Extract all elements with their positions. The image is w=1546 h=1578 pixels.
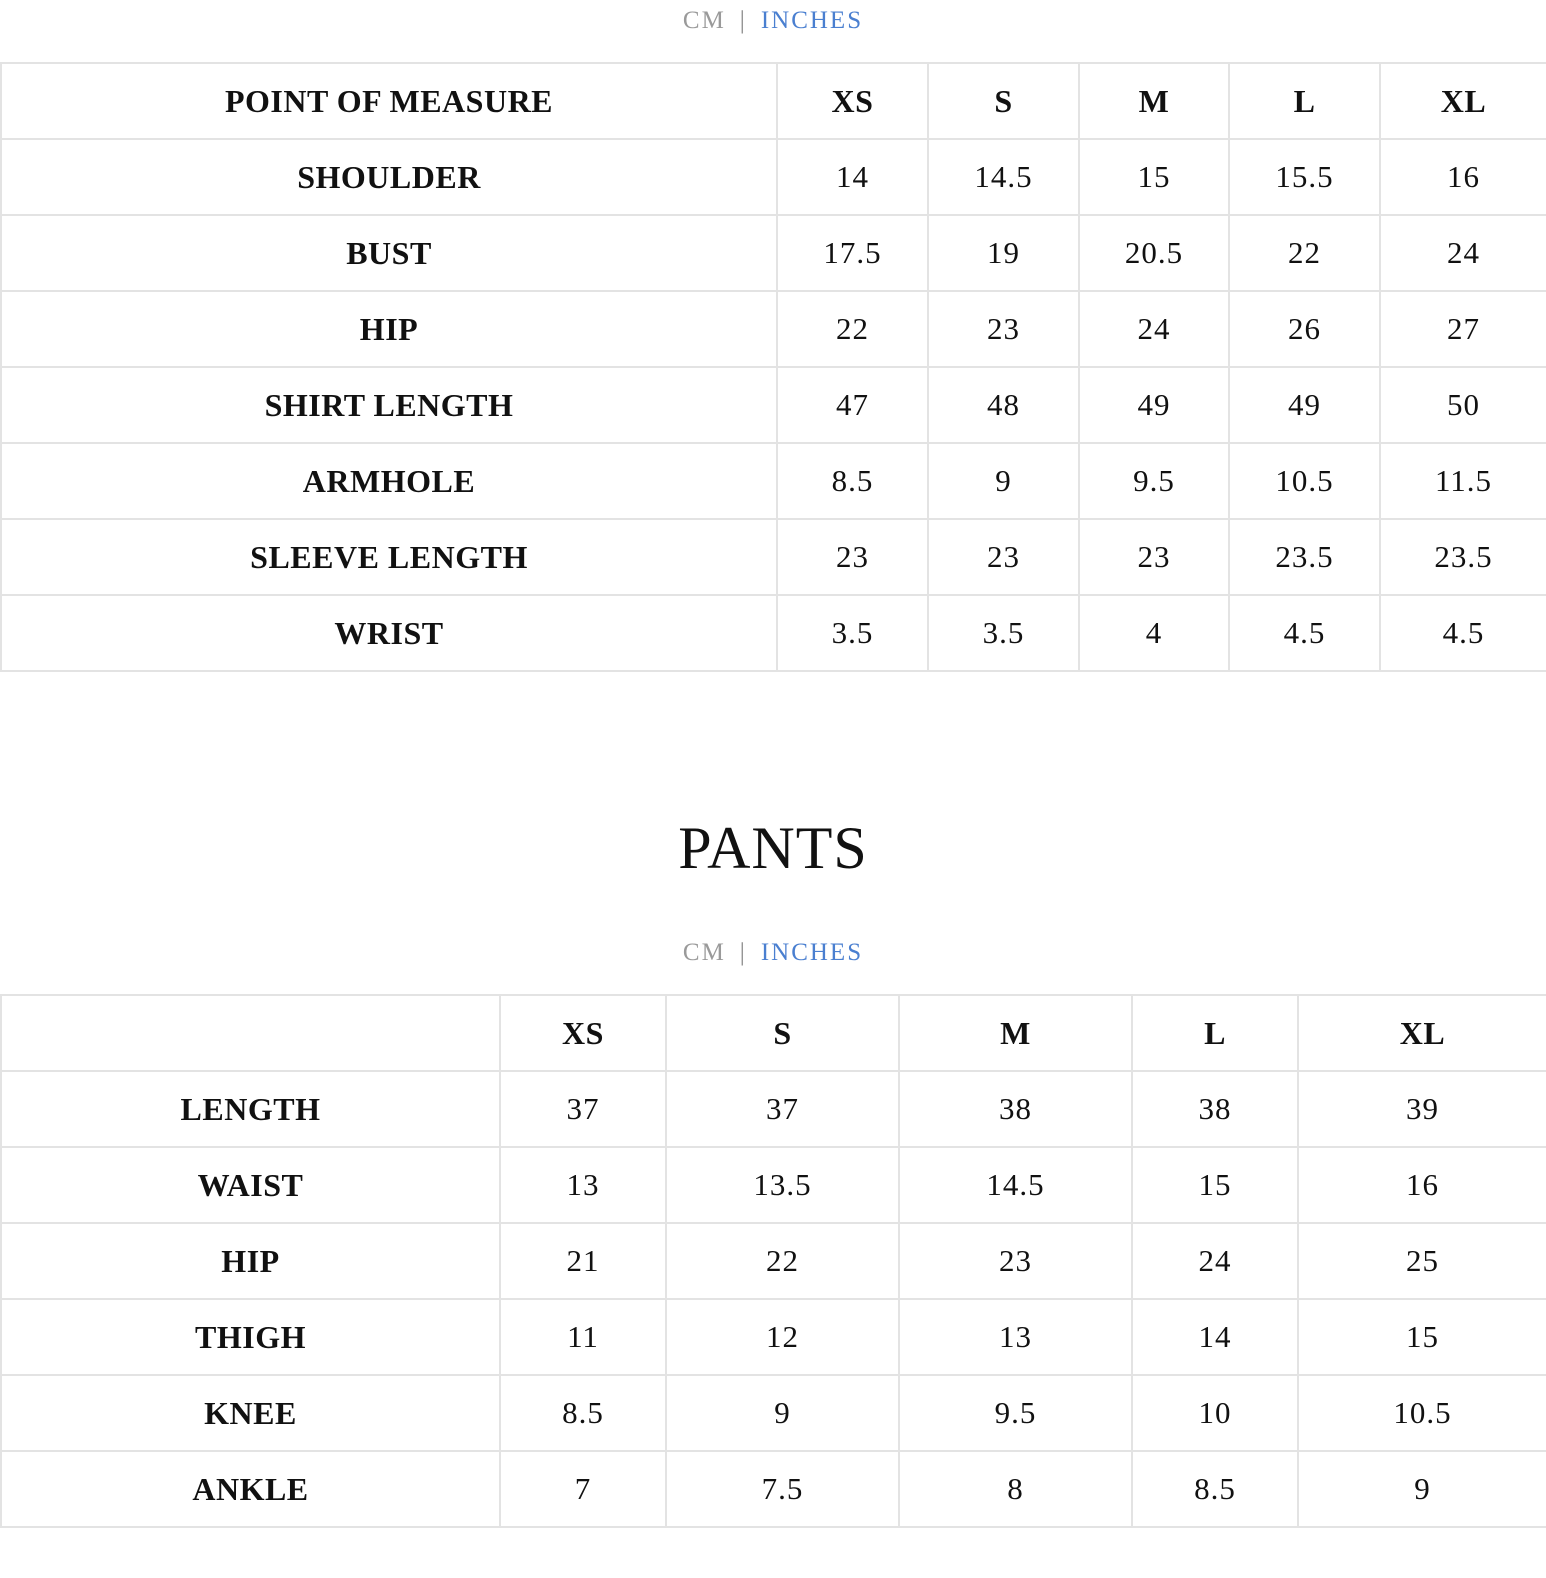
cell-size-xl: 10.5 (1298, 1375, 1546, 1451)
cell-size-xs: 21 (500, 1223, 666, 1299)
cell-size-xl: 39 (1298, 1071, 1546, 1147)
unit-toggle-tops (0, 6, 1546, 36)
cell-size-m: 9.5 (899, 1375, 1132, 1451)
cell-size-l: 15 (1132, 1147, 1298, 1223)
cell-size-xl: 25 (1298, 1223, 1546, 1299)
cell-size-s: 12 (666, 1299, 899, 1375)
cell-size-s: 14.5 (928, 139, 1079, 215)
unit-inches-link[interactable]: INCHES (760, 7, 864, 34)
row-label: ARMHOLE (1, 443, 777, 519)
cell-size-xl: 15 (1298, 1299, 1546, 1375)
cell-size-l: 26 (1229, 291, 1380, 367)
header-point-of-measure: POINT OF MEASURE (1, 63, 777, 139)
cell-size-xs: 14 (777, 139, 928, 215)
row-label: SHIRT LENGTH (1, 367, 777, 443)
header-size-s: S (666, 995, 899, 1071)
cell-size-s: 3.5 (928, 595, 1079, 671)
row-label: WRIST (1, 595, 777, 671)
pants-table-header (1, 995, 1546, 1071)
row-label: HIP (1, 291, 777, 367)
header-size-s: S (928, 63, 1079, 139)
cell-size-xs: 7 (500, 1451, 666, 1527)
header-size-xs: XS (500, 995, 666, 1071)
cell-size-s: 19 (928, 215, 1079, 291)
cell-size-xl: 16 (1380, 139, 1546, 215)
table-row (1, 1299, 1546, 1375)
unit-inches-link[interactable]: INCHES (760, 939, 864, 966)
cell-size-xs: 17.5 (777, 215, 928, 291)
cell-size-m: 14.5 (899, 1147, 1132, 1223)
unit-cm-link[interactable]: CM (682, 939, 726, 966)
table-row (1, 1147, 1546, 1223)
cell-size-m: 49 (1079, 367, 1229, 443)
row-label: SHOULDER (1, 139, 777, 215)
cell-size-s: 22 (666, 1223, 899, 1299)
cell-size-l: 38 (1132, 1071, 1298, 1147)
cell-size-xl: 9 (1298, 1451, 1546, 1527)
cell-size-m: 4 (1079, 595, 1229, 671)
cell-size-xl: 27 (1380, 291, 1546, 367)
pants-size-table (0, 994, 1546, 1528)
cell-size-m: 20.5 (1079, 215, 1229, 291)
table-row (1, 215, 1546, 291)
cell-size-xl: 50 (1380, 367, 1546, 443)
cell-size-l: 10.5 (1229, 443, 1380, 519)
row-label: BUST (1, 215, 777, 291)
table-row (1, 1451, 1546, 1527)
tops-table-body (1, 139, 1546, 671)
table-row (1, 1223, 1546, 1299)
cell-size-l: 14 (1132, 1299, 1298, 1375)
row-label: LENGTH (1, 1071, 500, 1147)
table-row (1, 1375, 1546, 1451)
cell-size-xl: 16 (1298, 1147, 1546, 1223)
row-label: WAIST (1, 1147, 500, 1223)
cell-size-m: 9.5 (1079, 443, 1229, 519)
pants-section-title: PANTS (678, 815, 868, 881)
header-size-xl: XL (1380, 63, 1546, 139)
header-row (1, 995, 1546, 1071)
cell-size-m: 13 (899, 1299, 1132, 1375)
cell-size-xs: 8.5 (500, 1375, 666, 1451)
table-row (1, 443, 1546, 519)
table-row (1, 519, 1546, 595)
table-row (1, 1071, 1546, 1147)
row-label: SLEEVE LENGTH (1, 519, 777, 595)
header-row (1, 63, 1546, 139)
cell-size-l: 15.5 (1229, 139, 1380, 215)
cell-size-xs: 22 (777, 291, 928, 367)
pants-table-body (1, 1071, 1546, 1527)
cell-size-xs: 37 (500, 1071, 666, 1147)
cell-size-l: 23.5 (1229, 519, 1380, 595)
unit-separator: | (739, 7, 747, 34)
header-size-xs: XS (777, 63, 928, 139)
cell-size-s: 37 (666, 1071, 899, 1147)
cell-size-m: 8 (899, 1451, 1132, 1527)
cell-size-m: 23 (899, 1223, 1132, 1299)
cell-size-s: 7.5 (666, 1451, 899, 1527)
cell-size-m: 38 (899, 1071, 1132, 1147)
row-label: KNEE (1, 1375, 500, 1451)
cell-size-l: 10 (1132, 1375, 1298, 1451)
cell-size-xs: 11 (500, 1299, 666, 1375)
cell-size-s: 9 (666, 1375, 899, 1451)
cell-size-xs: 23 (777, 519, 928, 595)
cell-size-s: 23 (928, 519, 1079, 595)
table-row (1, 139, 1546, 215)
cell-size-m: 24 (1079, 291, 1229, 367)
cell-size-m: 15 (1079, 139, 1229, 215)
row-label: THIGH (1, 1299, 500, 1375)
cell-size-xs: 3.5 (777, 595, 928, 671)
header-size-m: M (1079, 63, 1229, 139)
header-size-m: M (899, 995, 1132, 1071)
cell-size-l: 49 (1229, 367, 1380, 443)
table-row (1, 595, 1546, 671)
unit-toggle-pants (0, 938, 1546, 968)
cell-size-s: 13.5 (666, 1147, 899, 1223)
cell-size-xl: 4.5 (1380, 595, 1546, 671)
cell-size-xl: 23.5 (1380, 519, 1546, 595)
cell-size-m: 23 (1079, 519, 1229, 595)
cell-size-xl: 24 (1380, 215, 1546, 291)
unit-separator: | (739, 939, 747, 966)
cell-size-s: 48 (928, 367, 1079, 443)
cell-size-l: 4.5 (1229, 595, 1380, 671)
row-label: HIP (1, 1223, 500, 1299)
table-row (1, 367, 1546, 443)
cell-size-xs: 47 (777, 367, 928, 443)
cell-size-xs: 13 (500, 1147, 666, 1223)
cell-size-s: 23 (928, 291, 1079, 367)
row-label: ANKLE (1, 1451, 500, 1527)
header-size-l: L (1132, 995, 1298, 1071)
cell-size-l: 24 (1132, 1223, 1298, 1299)
header-size-l: L (1229, 63, 1380, 139)
table-row (1, 291, 1546, 367)
header-measure-blank (1, 995, 500, 1071)
cell-size-l: 8.5 (1132, 1451, 1298, 1527)
unit-cm-link[interactable]: CM (682, 7, 726, 34)
cell-size-s: 9 (928, 443, 1079, 519)
cell-size-xl: 11.5 (1380, 443, 1546, 519)
cell-size-xs: 8.5 (777, 443, 928, 519)
tops-table-header (1, 63, 1546, 139)
header-size-xl: XL (1298, 995, 1546, 1071)
tops-size-table (0, 62, 1546, 672)
cell-size-l: 22 (1229, 215, 1380, 291)
